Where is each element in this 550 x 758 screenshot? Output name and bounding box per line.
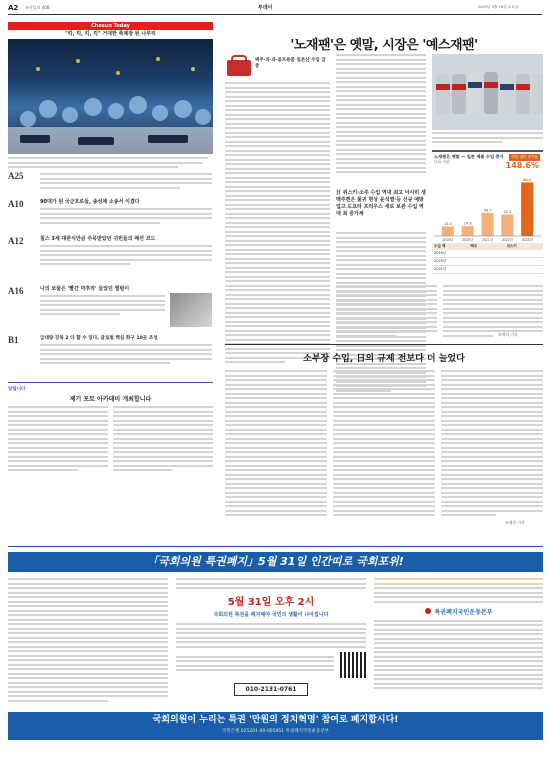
table-cell [470, 258, 506, 265]
table-row [432, 266, 543, 274]
ad-col-3 [374, 578, 543, 692]
announce-rule [8, 382, 213, 383]
header-rule [8, 14, 542, 15]
article-divider [225, 344, 543, 345]
main-col-1 [225, 82, 330, 366]
chart-category-label: 2020년 [462, 238, 474, 242]
chart-data-label: 34.7 [483, 207, 492, 213]
lead-headline: 맥주·과·과·골프용품 일본산 수입 급증 [255, 58, 326, 69]
item-number: B1 [8, 335, 19, 345]
table-header: 위스키 [506, 244, 517, 248]
ad-date: 5월 31일 오후 2시 [227, 597, 315, 608]
chart-category-label: 2021년 [481, 238, 494, 242]
ad-org: 특권폐지국민운동본부 [434, 608, 493, 616]
ad-bottom-text: 국회의원이 누리는 특권 '만원의 정치혁명' 참여로 폐지합시다! [152, 715, 399, 725]
item-text [40, 208, 212, 226]
item-text [40, 245, 212, 268]
chart-bar [521, 182, 533, 236]
second-article-body [225, 370, 543, 519]
beer-can-art [432, 54, 543, 130]
ad-bottom-banner [8, 712, 543, 740]
chart-badge: 전년 대비 증가율 [511, 155, 538, 159]
announce-text-left [8, 406, 108, 474]
chart-category-label: 2022년 [501, 238, 513, 242]
table-header-row [432, 243, 543, 250]
table-cell [507, 250, 543, 257]
item-title: 90대가 된 국군포로들, 송성채 소송서 이겼다 [40, 199, 140, 205]
chart-title: 노재팬은 옛말 — 일본 제품 수입 증가 [434, 154, 504, 159]
chart-bar [501, 214, 513, 236]
chart-data-label: 14.8 [463, 220, 472, 226]
festival-photo [8, 39, 213, 154]
chart-data-label: 14.4 [443, 220, 452, 226]
chart-category-label: 2019년 [442, 238, 454, 242]
byline: 조재희 기자 [498, 332, 518, 337]
sub-headline: 日 위스키·소주 수입 역대 최고 아사히 생맥주캔은 품귀 현상 윤석열·등 신규 예방 업고 도요타 프리우스 새로 보관 수입 역대 최 증가세 [336, 190, 426, 217]
item-title: 급대량 강북 2 다 할 수 있다, 글로벌 핵심 화구 10곳 조성 [40, 336, 158, 341]
main-col-lower [336, 285, 543, 339]
table-cell [470, 250, 506, 257]
chart-bar [482, 213, 494, 236]
ad-col-1 [8, 578, 168, 704]
chart-canvas [434, 170, 541, 242]
photo-caption: "킥, 킥, 킥, 킥" 거대한 축제장 된 나루리 [65, 31, 156, 37]
byline-2: 조재희 기자 [505, 520, 525, 525]
item-number: A25 [8, 171, 24, 181]
chart-unit: 단위: 억원 [434, 160, 450, 164]
chart-bar [442, 226, 454, 236]
table-cell: 2020년 [434, 259, 447, 263]
beer-photo-caption [432, 132, 543, 146]
ad-top-banner [8, 552, 543, 572]
ad-top-text: 「국회의원 특권폐지」5월 31일 인간띠로 국회포위! [147, 555, 404, 568]
item-title: 나의 보물은 '빨간 마후라' 들었던 앨범이 [40, 286, 130, 292]
item-number: A10 [8, 199, 24, 209]
chart-data-label: 32.3 [503, 208, 512, 214]
ad-col-2 [176, 578, 366, 696]
org-logo-icon [425, 608, 431, 614]
chart-pct: 148.6% [505, 161, 539, 170]
table-cell: 2021년 [434, 267, 447, 271]
beer-can-photo [432, 54, 543, 130]
ad-phone: 010-2131-0761 [234, 683, 308, 696]
ad-bottom-sub: 국민은행 025201-00-005951 특권폐지국민운동본부 [221, 729, 330, 734]
ad-sub: 국회의원 특권을 폐지해야 국민의 생활이 나아집니다 [213, 612, 329, 618]
ad-top-rule [8, 546, 543, 547]
item-text [40, 344, 212, 367]
chart-bar [462, 226, 474, 236]
issue-date: 2025년 5월 16일 토요일 [478, 5, 519, 9]
paper-name: 조선일보 40B [25, 5, 50, 10]
table-header: 수입 액 [434, 244, 446, 248]
table-cell: 2019년 [434, 251, 447, 255]
qr-code-icon [340, 652, 366, 678]
second-headline: 소부장 수입, 日의 규제 전보다 더 늘었다 [303, 354, 465, 364]
chosun-today-box [8, 22, 213, 30]
page-number: A2 [8, 4, 19, 12]
item-number: A12 [8, 236, 24, 246]
chosun-today-title: Chosun Today [91, 23, 130, 29]
section-name: 투데이 [258, 5, 273, 11]
announce-text-right [113, 406, 213, 474]
announce-label: 알립니다 [8, 387, 26, 392]
shopping-icon [225, 54, 253, 78]
chart-category-label: 2023년 [521, 238, 533, 242]
table-cell [507, 258, 543, 265]
photo-text [8, 157, 213, 171]
festival-photo-art [8, 39, 213, 154]
item-text [40, 173, 212, 191]
table-cell [507, 266, 543, 273]
item-number: A16 [8, 286, 24, 296]
import-table [432, 243, 543, 274]
table-row [432, 258, 543, 266]
announce-title: 제기 포토 아카데미 개최합니다 [69, 396, 152, 403]
chart-data-label: 80.4 [523, 176, 532, 182]
table-cell [470, 266, 506, 273]
table-row [432, 250, 543, 258]
main-headline: '노재팬'은 옛말, 시장은 '예스재팬' [290, 38, 478, 53]
item-title: 칠스 3세 대관식만큼 주목받았던 귀빈들의 패션 코드 [40, 236, 156, 242]
album-photo [170, 293, 212, 327]
main-col-2-top [336, 54, 426, 176]
table-header: 맥주 [470, 244, 478, 248]
item-text [40, 295, 165, 318]
